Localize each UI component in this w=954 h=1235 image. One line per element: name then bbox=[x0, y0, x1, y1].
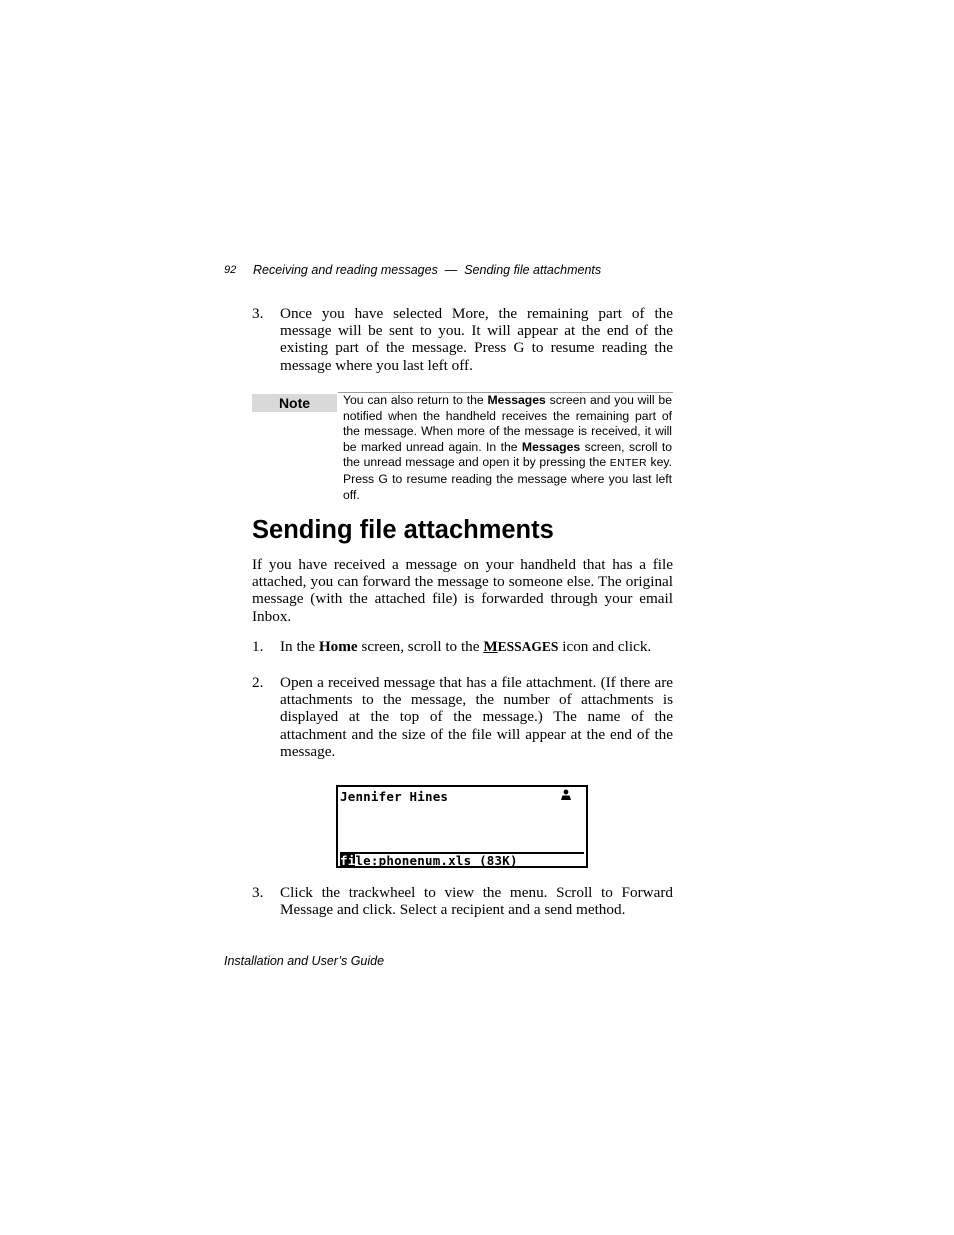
enter-key-term: ENTER bbox=[609, 457, 647, 470]
sender-name: Jennifer Hines bbox=[340, 789, 449, 804]
step-item bbox=[252, 638, 673, 655]
person-icon bbox=[560, 789, 572, 801]
step-more-item bbox=[252, 305, 673, 374]
page-number: 92 bbox=[224, 264, 237, 276]
section-heading: Sending file attachments bbox=[252, 516, 554, 544]
handheld-screen-capture bbox=[336, 785, 588, 868]
attachment-name: le:phonenum.xls (83K) bbox=[355, 853, 518, 868]
step-text: Click the trackwheel to view the menu. Scroll to Forward Message and click. Select a recipient and a send method. bbox=[280, 884, 673, 919]
step-item bbox=[252, 884, 673, 918]
step-text bbox=[280, 638, 673, 655]
step-text: Once you have selected More, the remaining part of the message will be sent to you. It will appear at the end of the existing part of the message. Press G to resume reading the message where you last left off. bbox=[280, 305, 673, 374]
step-text-part: icon and click. bbox=[558, 638, 652, 655]
step-item bbox=[252, 674, 673, 760]
highlight-cursor: fi bbox=[340, 853, 356, 868]
note-body bbox=[343, 393, 672, 503]
step-number: 1. bbox=[252, 638, 264, 655]
messages-icon-term bbox=[483, 638, 558, 655]
step-number: 3. bbox=[252, 305, 264, 322]
step-text-part: In the bbox=[280, 638, 319, 655]
messages-term: Messages bbox=[521, 439, 581, 454]
step-text: Open a received message that has a file attachment. (If there are attachments to the message, the number of attachments is displayed at the top of the message.) The name of the attachment and the size of the file will appear at the end of the message. bbox=[280, 674, 673, 760]
messages-term: Messages bbox=[487, 393, 546, 407]
messages-rest: ESSAGES bbox=[497, 639, 559, 654]
intro-paragraph: If you have received a message on your handheld that has a file attached, you can forward the message to someone else. The original message (with the attached file) is forwarded through your email Inbox. bbox=[252, 556, 673, 625]
note-text: key. Press G to resume reading the message where you last left off. bbox=[343, 455, 672, 502]
messages-hotkey: M bbox=[483, 638, 498, 655]
attachment-line bbox=[340, 853, 518, 868]
step-text-part: screen, scroll to the bbox=[357, 638, 484, 655]
note-text: You can also return to the bbox=[343, 393, 488, 407]
running-title: Receiving and reading messages — Sending file attachments bbox=[253, 263, 602, 277]
note-text: screen, scroll to the unread message and open it by pressing the bbox=[343, 439, 672, 470]
note-text: screen and you will be notified when the handheld receives the remaining part of the message. When more of the message is received, it will be marked unread again. In the bbox=[343, 393, 672, 454]
home-term: Home bbox=[318, 638, 358, 655]
step-number: 3. bbox=[252, 884, 264, 901]
note-label: Note bbox=[252, 394, 337, 412]
step-number: 2. bbox=[252, 674, 264, 691]
page-footer: Installation and User’s Guide bbox=[224, 954, 385, 968]
